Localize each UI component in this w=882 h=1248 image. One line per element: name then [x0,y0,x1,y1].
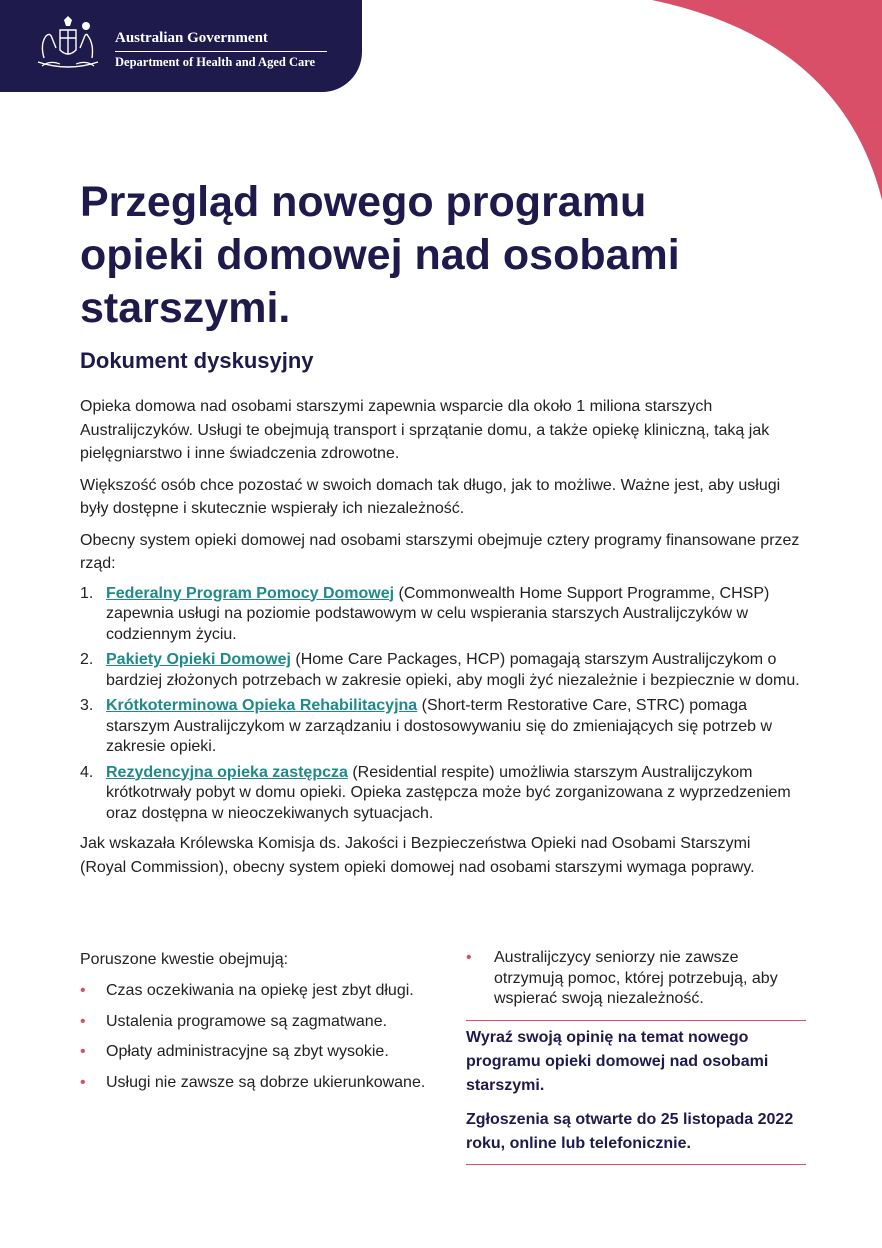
issue-text: Australijczycy seniorzy nie zawsze otrzymują pomoc, której potrzebują, aby wspierać swoją niezależność. [494,949,778,1007]
program-description: (Commonwealth Home Support Programme, CHSP) zapewnia usługi na poziomie podstawowym w celu wspierania starszych Australijczyków w codziennym życiu. [106,584,770,643]
list-item [80,696,800,758]
program-link-strc[interactable]: Krótkoterminowa Opieka Rehabilitacyjna [106,697,418,714]
program-link-respite[interactable]: Rezydencyjna opieka zastępcza [106,763,348,781]
list-item [80,650,800,691]
programs-list [80,584,800,825]
department-name: Department of Health and Aged Care [115,55,316,69]
title-line: Przegląd nowego programu [80,178,647,226]
issues-list-continued [466,948,806,1010]
coat-of-arms-icon [30,14,106,74]
feedback-callout [466,1020,806,1165]
list-number: 2. [80,651,94,668]
right-column [466,948,806,1165]
paragraph: Opieka domowa nad osobami starszymi zapewnia wsparcie dla około 1 miliona starszych Australijczyków. Usługi te obejmują transport i sprzątanie domu, a także opiekę kliniczną, taką jak pielęgniarstwo i inne świadczenia zdrowotne. [80,398,770,462]
program-link-chsp[interactable]: Federalny Program Pomocy Domowej [106,584,395,602]
title-line: opieki domowej nad osobami [80,231,680,279]
program-description: (Short-term Restorative Care, STRC) pomaga starszym Australijczykom w zarządzaniu i dostosowywaniu się do zmieniających się potrzeb w zakresie opieki. [106,697,773,755]
page-title [80,176,800,335]
list-item [466,948,806,1010]
bullet-icon: • [466,949,472,966]
issue-text: Usługi nie zawsze są dobrze ukierunkowane. [106,1073,426,1091]
list-item [80,1042,430,1063]
issue-text: Czas oczekiwania na opiekę jest zbyt długi. [106,982,414,999]
issue-text: Ustalenia programowe są zagmatwane. [106,1012,388,1030]
government-header [0,0,362,92]
bullet-icon: • [80,1073,86,1091]
paragraph: Większość osób chce pozostać w swoich domach tak długo, jak to możliwe. Ważne jest, aby usługi były dostępne i skutecznie wspierały ich niezależność. [80,476,781,517]
issues-intro: Poruszone kwestie obejmują: [80,951,289,968]
issues-list [80,981,430,1093]
list-item [80,1073,430,1094]
title-line: starszymi. [80,284,291,332]
callout-text: Zgłoszenia są otwarte do 25 listopada 2022 roku, online lub telefonicznie. [466,1110,794,1152]
decorative-swoosh [652,0,882,200]
government-name: Australian Government [115,30,268,46]
page-subtitle: Dokument dyskusyjny [80,348,314,373]
list-item [80,1012,430,1033]
issue-text: Opłaty administracyjne są zbyt wysokie. [106,1043,389,1060]
list-item [80,763,800,825]
paragraph: Jak wskazała Królewska Komisja ds. Jakości i Bezpieczeństwa Opieki nad Osobami Starszymi (Royal Commission), obecny system opieki domowej nad osobami starszymi wymaga poprawy. [80,835,755,876]
issues-column [80,948,430,1103]
list-item [80,584,800,646]
list-number: 3. [80,697,94,714]
list-number: 4. [80,763,94,781]
program-link-hcp[interactable]: Pakiety Opieki Domowej [106,651,291,668]
program-description: (Residential respite) umożliwia starszym Australijczykom krótkotrwały pobyt w domu opieki. Opieka zastępcza może być zorganizowana z wyprzedzeniem oraz dostępna w nieoczekiwanych sytuacjach. [106,763,791,822]
main-content [80,395,800,887]
paragraph: Obecny system opieki domowej nad osobami starszymi obejmuje cztery programy finansowane przez rząd: [80,531,800,572]
header-divider [115,51,327,52]
bullet-icon: • [80,1012,86,1030]
program-description: (Home Care Packages, HCP) pomagają starszym Australijczykom o bardziej złożonych potrzebach w zakresie opieki, aby mogli żyć niezależnie i bezpiecznie w domu. [106,651,800,689]
bullet-icon: • [80,1043,86,1060]
list-item [80,981,430,1002]
callout-text: Wyraź swoją opinię na temat nowego programu opieki domowej nad osobami starszymi. [466,1028,769,1094]
list-number: 1. [80,584,94,602]
bullet-icon: • [80,982,86,999]
